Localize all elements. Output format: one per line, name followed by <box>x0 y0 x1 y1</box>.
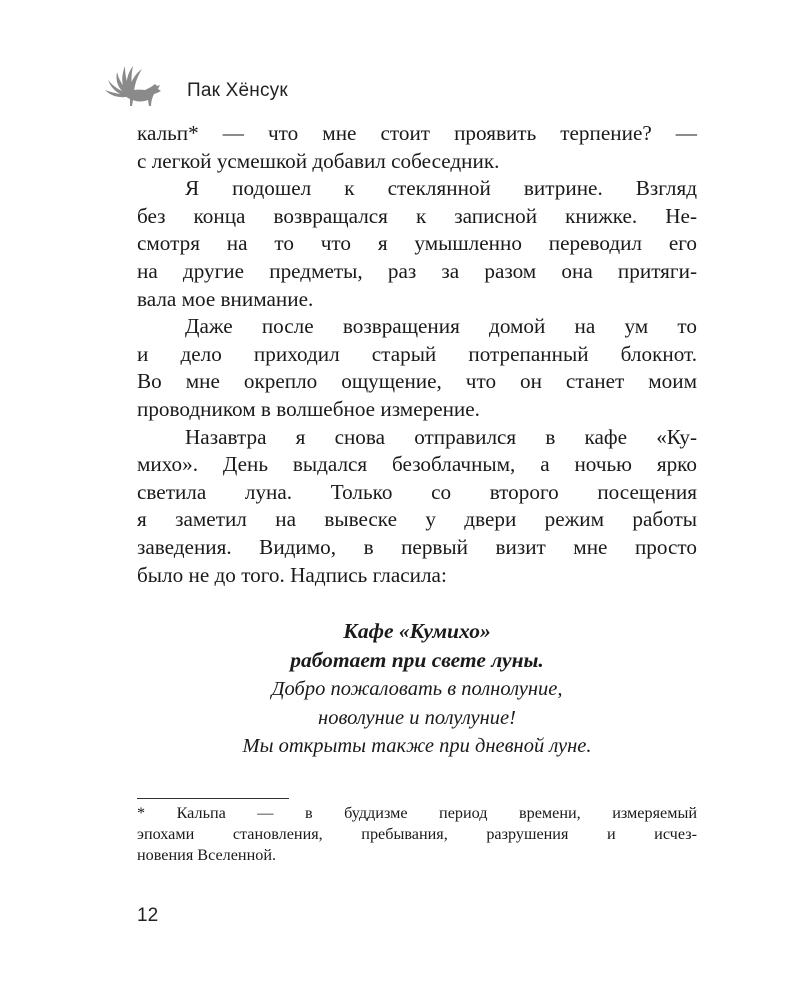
sign-title: Кафе «Кумихо» <box>343 619 491 643</box>
text-line: вала мое внимание. <box>137 286 314 311</box>
footnote-line: эпохами становления, пребывания, разрушения и исчез- <box>137 825 697 843</box>
text-line: Даже после возвращения домой на ум то <box>185 314 697 339</box>
text-line: михо». День выдался безоблачным, а ночью ярко <box>137 452 697 477</box>
text-line: Назавтра я снова отправился в кафе «Ку- <box>185 424 697 449</box>
footnote <box>137 803 697 866</box>
text-line: смотря на то что я умышленно переводил его <box>137 231 697 256</box>
text-line: Во мне окрепло ощущение, что он станет моим <box>137 369 697 394</box>
text-line: без конца возвращался к записной книжке. Не- <box>137 203 697 228</box>
text-line: проводником в волшебное измерение. <box>137 396 480 421</box>
text-line: заведения. Видимо, в первый визит мне просто <box>137 534 697 559</box>
sign-line: Мы открыты также при дневной луне. <box>242 735 592 757</box>
sign-subtitle: работает при свете луны. <box>290 648 544 672</box>
author-name: Пак Хёнсук <box>187 80 288 101</box>
page-number: 12 <box>137 905 159 926</box>
footnote-divider <box>137 798 289 799</box>
text-line: Я подошел к стеклянной витрине. Взгляд <box>185 176 697 201</box>
text-line: светила луна. Только со второго посещения <box>137 479 697 504</box>
running-header <box>105 60 405 120</box>
text-line: было не до того. Надпись гласила: <box>137 562 447 587</box>
text-line: и дело приходил старый потрепанный блокнот. <box>137 341 697 366</box>
text-line: я заметил на вывеске у двери режим работы <box>137 507 697 532</box>
sign-line: Добро пожаловать в полнолуние, <box>271 678 563 700</box>
main-text <box>137 120 697 589</box>
text-line: на другие предметы, раз за разом она притяги- <box>137 258 697 283</box>
sign-line: новолуние и полулуние! <box>318 706 516 729</box>
text-line: кальп* — что мне стоит проявить терпение? — <box>137 121 697 145</box>
footnote-line: новения Вселенной. <box>137 846 277 864</box>
fox-icon <box>105 60 171 118</box>
text-line: с легкой усмешкой добавил собеседник. <box>137 148 500 173</box>
cafe-sign-text <box>137 617 697 761</box>
footnote-line: * Кальпа — в буддизме период времени, измеряемый <box>137 804 697 822</box>
